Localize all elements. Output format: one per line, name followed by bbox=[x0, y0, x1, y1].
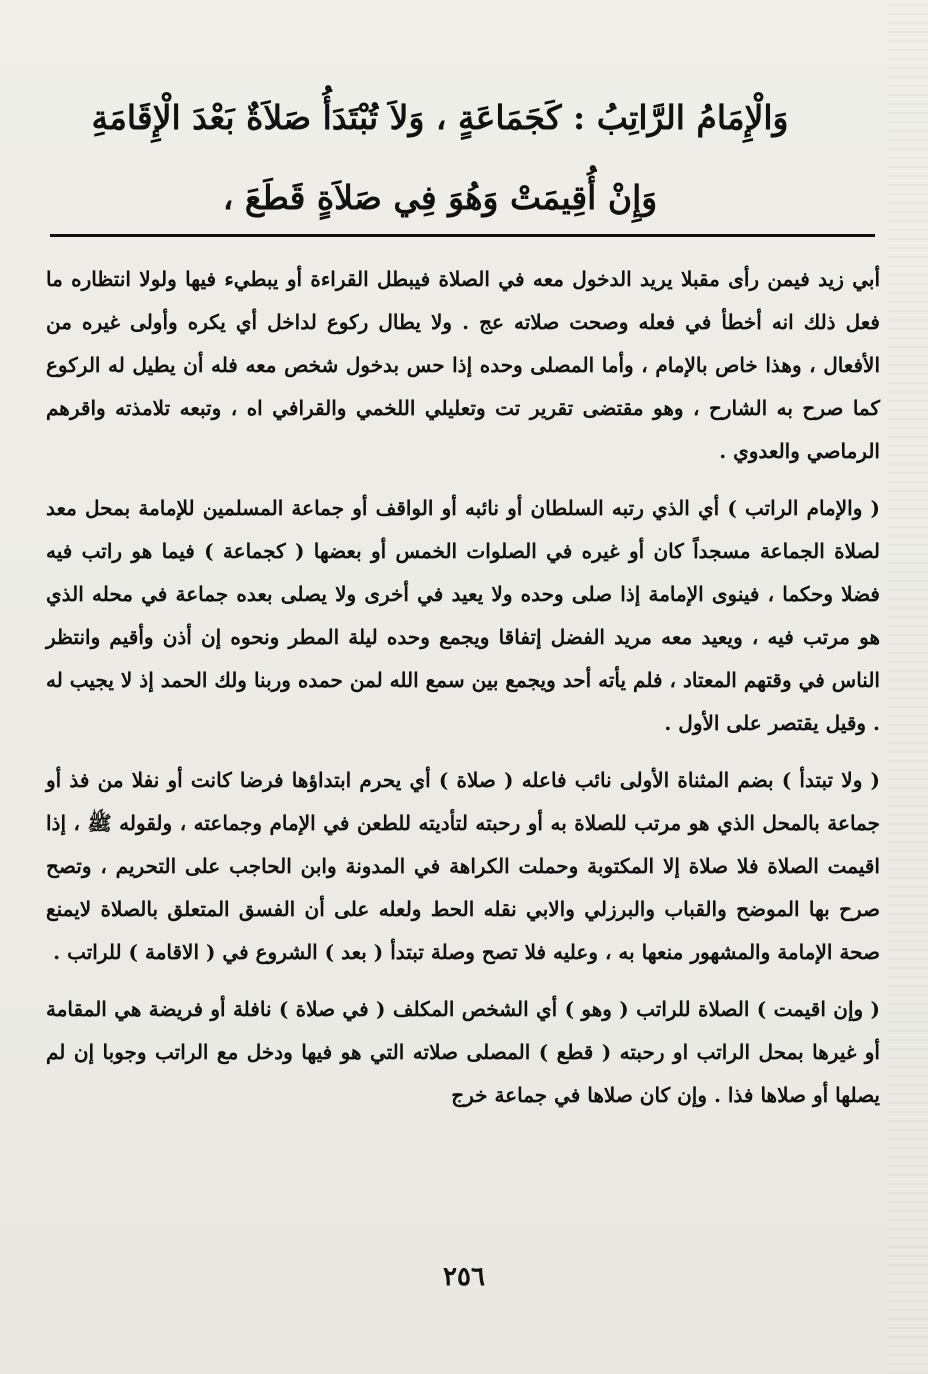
page-number: ٢٥٦ bbox=[443, 1262, 485, 1292]
commentary-body bbox=[46, 258, 880, 1131]
matn-line-2: وَإِنْ أُقِيمَتْ وَهُوَ فِي صَلاَةٍ قَطَعَ ، bbox=[222, 178, 658, 217]
page-edge-texture bbox=[888, 0, 928, 1374]
commentary-paragraph: ( وإن اقيمت ) الصلاة للراتب ( وهو ) أي الشخص المكلف ( في صلاة ) نافلة أو فريضة هي المقامة أو غيرها بمحل الراتب او رحبته ( قطع ) المصلى صلاته التي هو فيها ودخل مع الراتب وجوبا إن لم يصلها أو صلاها فذا . وإن كان صلاها في جماعة خرج bbox=[46, 997, 880, 1107]
commentary-paragraph: أبي زيد فيمن رأى مقبلا يريد الدخول معه في الصلاة فيبطل القراءة أو يبطيء فيها ولولا انتظاره ما فعل ذلك انه أخطأ في فعله وصحت صلاته عج . ولا يطال ركوع لداخل أي يكره وأولى غيره من الأفعال ، وهذا خاص بالإمام ، وأما المصلى وحده إذا حس بدخول شخص معه فله أن يطيل له الركوع كما صرح به الشارح ، وهو مقتضى تقرير تت وتعليلي اللخمي والقرافي اه ، وتبعه تلامذته واقرهم الرماصي والعدوي . bbox=[46, 267, 880, 463]
matn-line-1: وَالْإِمَامُ الرَّاتِبُ : كَجَمَاعَةٍ ، وَلاَ تُبْتَدَأُ صَلاَةٌ بَعْدَ الْإِقَامَةِ bbox=[91, 98, 789, 137]
commentary-paragraph: ( والإمام الراتب ) أي الذي رتبه السلطان أو نائبه أو الواقف أو جماعة المسلمين للإمامة بمحل معد لصلاة الجماعة مسجداً كان أو غيره في الصلوات الخمس أو بعضها ( كجماعة ) فيما هو راتب فيه فضلا وحكما ، فينوى الإمامة إذا صلى وحده ولا يعيد في أخرى ولا يصلى بعده جماعة في محله الذي هو مرتب فيه ، ويعيد معه مريد الفضل إتفاقا ويجمع وحده ليلة المطر ونحوه إن أذن وأقيم وانتظر الناس في وقتهم المعتاد ، فلم يأته أحد ويجمع بين سمع الله لمن حمده وربنا ولك الحمد إذ لا يجيب له . وقيل يقتصر على الأول . bbox=[46, 496, 880, 735]
separator-rule bbox=[50, 234, 875, 237]
matn-header bbox=[80, 78, 800, 238]
commentary-paragraph: ( ولا تبتدأ ) بضم المثناة الأولى نائب فاعله ( صلاة ) أي يحرم ابتداؤها فرضا كانت أو نفلا من فذ أو جماعة بالمحل الذي هو مرتب للصلاة به أو رحبته لتأديته للطعن في الإمام وجماعته ، ولقوله ﷺ ، إذا اقيمت الصلاة فلا صلاة إلا المكتوبة وحملت الكراهة في المدونة وابن الحاجب على التحريم ، وتصح صرح بها الموضح والقباب والبرزلي والابي نقله الحط ولعله على أن الفسق المتعلق بالصلاة لايمنع صحة الإمامة والمشهور منعها به ، وعليه فلا تصح وصلة تبتدأ ( بعد ) الشروع في ( الاقامة ) للراتب . bbox=[46, 768, 880, 964]
